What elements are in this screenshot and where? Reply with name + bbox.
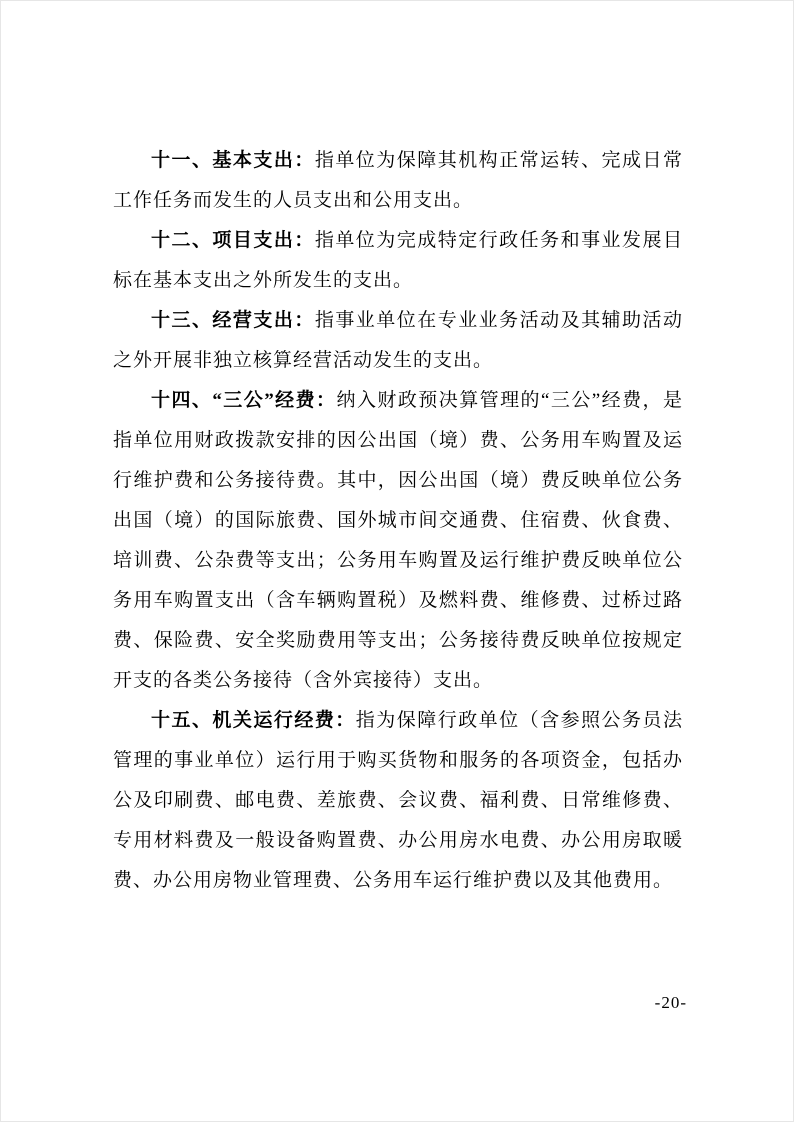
paragraph-14 [113, 381, 683, 701]
paragraph-15 [113, 701, 683, 901]
paragraph-15-text: 指为保障行政单位（含参照公务员法管理的事业单位）运行用于购买货物和服务的各项资金，包括办公及印刷费、邮电费、差旅费、会议费、福利费、日常维修费、专用材料费及一般设备购置费、办公用房水电费、办公用房取暖费、办公用房物业管理费、公务用车运行维护费以及其他费用。 [113, 710, 683, 891]
paragraph-13 [113, 301, 683, 381]
paragraph-14-heading: 十四、“三公”经费： [151, 390, 337, 411]
paragraph-15-heading: 十五、机关运行经费： [151, 710, 356, 731]
paragraph-12-heading: 十二、项目支出： [151, 230, 315, 251]
paragraph-12-text: 指单位为完成特定行政任务和事业发展目标在基本支出之外所发生的支出。 [113, 230, 683, 291]
page-number: -20- [654, 993, 687, 1012]
paragraph-14-text: 纳入财政预决算管理的“三公”经费，是指单位用财政拨款安排的因公出国（境）费、公务用车购置及运行维护费和公务接待费。其中，因公出国（境）费反映单位公务出国（境）的国际旅费、国外城市间交通费、住宿费、伙食费、培训费、公杂费等支出；公务用车购置及运行维护费反映单位公务用车购置支出（含车辆购置税）及燃料费、维修费、过桥过路费、保险费、安全奖励费用等支出；公务接待费反映单位按规定开支的各类公务接待（含外宾接待）支出。 [113, 390, 683, 691]
paragraph-11-heading: 十一、基本支出： [151, 150, 315, 171]
paragraph-13-heading: 十三、经营支出： [151, 310, 315, 331]
paragraph-13-text: 指事业单位在专业业务活动及其辅助活动之外开展非独立核算经营活动发生的支出。 [113, 310, 683, 371]
paragraph-11 [113, 141, 683, 221]
document-body [113, 141, 683, 901]
paragraph-12 [113, 221, 683, 301]
paragraph-11-text: 指单位为保障其机构正常运转、完成日常工作任务而发生的人员支出和公用支出。 [113, 150, 683, 211]
